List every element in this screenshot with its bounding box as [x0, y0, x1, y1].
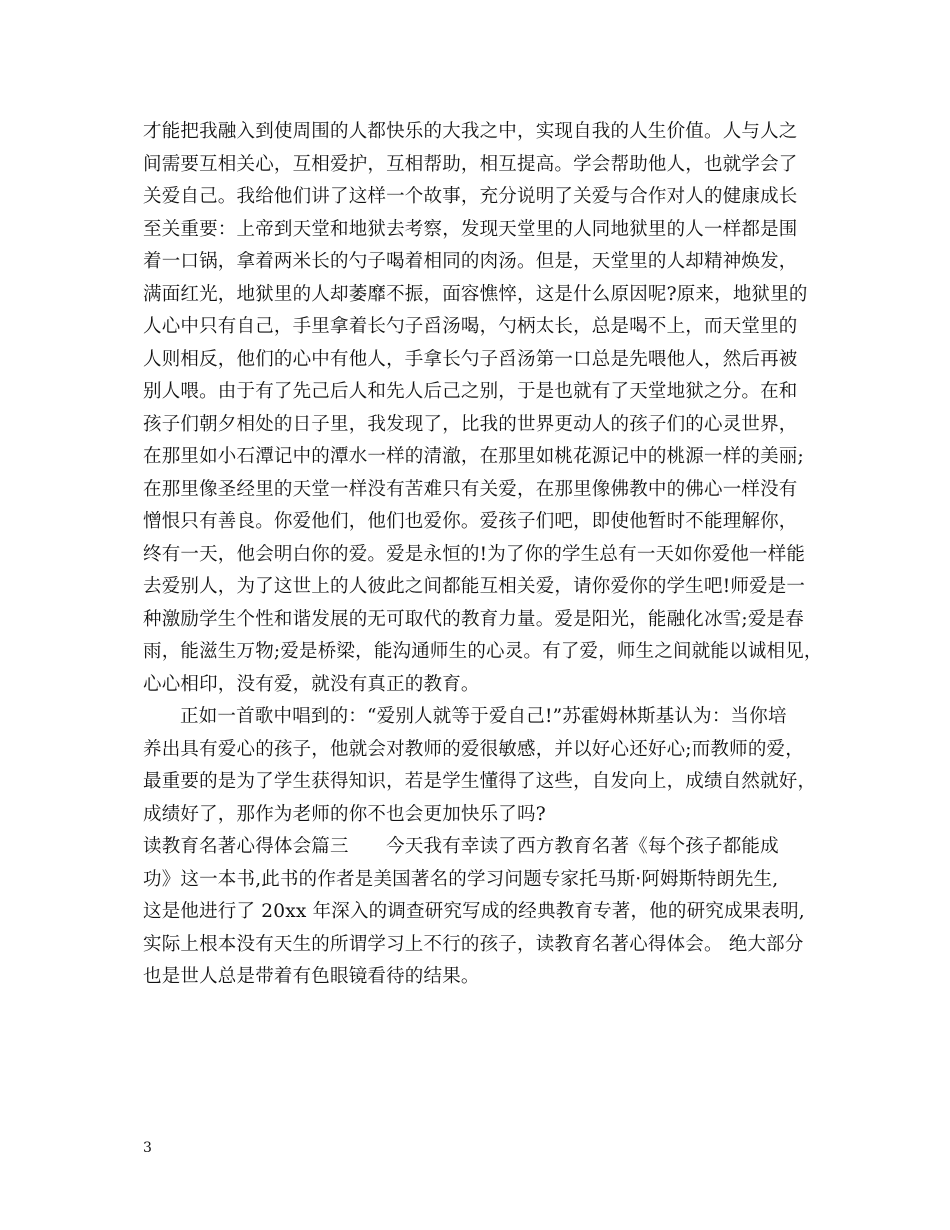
text-line: 正如一首歌中唱到的：“爱别人就等于爱自己!”苏霍姆林斯基认为：当你培 [180, 706, 787, 727]
text-line: 着一口锅，拿着两米长的勺子喝着相同的肉汤。但是，天堂里的人却精神焕发， [143, 251, 798, 272]
text-line: 终有一天，他会明白你的爱。爱是永恒的!为了你的学生总有一天如你爱他一样能 [143, 543, 806, 565]
text-line: 在那里如小石潭记中的潭水一样的清澈，在那里如桃花源记中的桃源一样的美丽; [143, 446, 804, 467]
text-line: 去爱别人，为了这世上的人彼此之间都能互相关爱，请你爱你的学生吧!师爱是一 [143, 576, 806, 597]
text-line: 人心中只有自己，手里拿着长勺子舀汤喝，勺柄太长，总是喝不上，而天堂里的 [143, 316, 798, 337]
text-line: 在那里像圣经里的天堂一样没有苦难只有关爱，在那里像佛教中的佛心一样没有 [143, 478, 798, 500]
text-line: 满面红光，地狱里的人却萎靡不振，面容憔悴，这是什么原因呢?原来，地狱里的 [143, 283, 808, 305]
text-line: 至关重要：上帝到天堂和地狱去考察，发现天堂里的人同地狱里的人一样都是围 [143, 218, 798, 240]
text-line: 种激励学生个性和谐发展的无可取代的教育力量。爱是阳光，能融化冰雪;爱是春 [143, 608, 804, 630]
text-line: 成绩好了，那作为老师的你不也会更加快乐了吗? [143, 803, 546, 825]
text-line: 养出具有爱心的孩子，他就会对教师的爱很敏感，并以好心还好心;而教师的爱， [143, 738, 804, 760]
text-line: 关爱自己。我给他们讲了这样一个故事，充分说明了关爱与合作对人的健康成长 [143, 186, 798, 207]
text-line: 最重要的是为了学生获得知识，若是学生懂得了这些，自发向上，成绩自然就好， [143, 771, 817, 792]
body-text [143, 116, 823, 994]
text-line: 别人喂。由于有了先己后人和先人后己之别，于是也就有了天堂地狱之分。在和 [143, 381, 798, 402]
text-line: 憎恨只有善良。你爱他们，他们也爱你。爱孩子们吧，即使他暂时不能理解你， [143, 511, 798, 532]
text-line: 功》这一本书,此书的作者是美国著名的学习问题专家托马斯·阿姆斯特朗先生, [143, 868, 779, 890]
text-line: 间需要互相关心，互相爱护，互相帮助，相互提高。学会帮助他人，也就学会了 [143, 153, 798, 175]
text-line: 也是世人总是带着有色眼镜看待的结果。 [143, 966, 480, 987]
text-line: 实际上根本没有天生的所谓学习上不行的孩子，读教育名著心得体会。 绝大部分 [143, 933, 804, 955]
text-line: 读教育名著心得体会篇三 今天我有幸读了西方教育名著《每个孩子都能成 [143, 836, 779, 857]
text-line: 孩子们朝夕相处的日子里，我发现了，比我的世界更动人的孩子们的心灵世界， [143, 413, 798, 435]
text-line: 才能把我融入到使周围的人都快乐的大我之中，实现自我的人生价值。人与人之 [143, 121, 798, 142]
text-line: 人则相反，他们的心中有他人，手拿长勺子舀汤第一口总是先喂他人，然后再被 [143, 348, 798, 370]
text-line: 雨，能滋生万物;爱是桥梁，能沟通师生的心灵。有了爱，师生之间就能以诚相见， [143, 641, 823, 662]
text-line: 心心相印，没有爱，就没有真正的教育。 [143, 673, 480, 695]
text-line: 这是他进行了 20xx 年深入的调查研究写成的经典教育专著，他的研究成果表明, [143, 901, 805, 922]
page-number: 3 [143, 1140, 152, 1156]
